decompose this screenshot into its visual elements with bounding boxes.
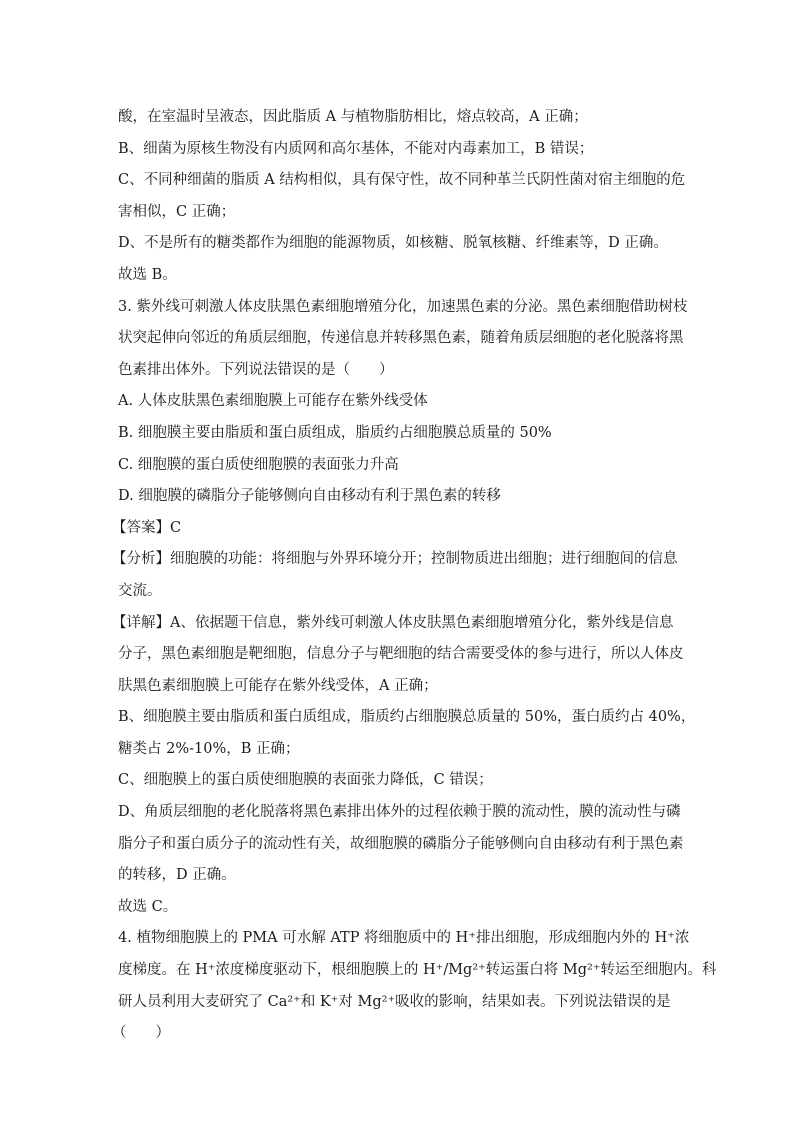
text-line: B、细胞膜主要由脂质和蛋白质组成，脂质约占细胞膜总质量的 50%，蛋白质约占 40%， [118,709,696,726]
text-line: B. 细胞膜主要由脂质和蛋白质组成，脂质约占细胞膜总质量的 50% [118,424,552,441]
document-body [112,102,717,1050]
text-line: 故选 C。 [118,898,178,915]
text-line: B、细菌为原核生物没有内质网和高尔基体，不能对内毒素加工，B 错误； [118,140,594,157]
text-line: 研人员利用大麦研究了 Ca²⁺和 K⁺对 Mg²⁺吸收的影响，结果如表。下列说法错误的是 [118,993,671,1010]
text-line: C. 细胞膜的蛋白质使细胞膜的表面张力升高 [118,456,399,473]
text-line: 3. 紫外线可刺激人体皮肤黑色素细胞增殖分化，加速黑色素的分泌。黑色素细胞借助树枝 [118,298,688,315]
text-line: C、细胞膜上的蛋白质使细胞膜的表面张力降低，C 错误； [118,772,493,789]
text-line: 度梯度。在 H⁺浓度梯度驱动下，根细胞膜上的 H⁺/Mg²⁺转运蛋白将 Mg²⁺转运至细胞内。科 [118,962,717,979]
text-line: 【分析】细胞膜的功能：将细胞与外界环境分开；控制物质进出细胞；进行细胞间的信息 [112,551,678,568]
text-line: （ ） [112,1025,170,1042]
text-line: 交流。 [118,582,162,599]
text-line: 的转移，D 正确。 [118,867,236,884]
text-line: 分子，黑色素细胞是靶细胞，信息分子与靶细胞的结合需要受体的参与进行，所以人体皮 [118,646,684,663]
text-line: 酸，在室温时呈液态，因此脂质 A 与植物脂肪相比，熔点较高，A 正确； [118,109,588,125]
text-line: 色素排出体外。下列说法错误的是（ ） [118,361,394,378]
text-line: 糖类占 2%-10%，B 正确； [118,740,300,757]
text-line: D、不是所有的糖类都作为细胞的能源物质，如核糖、脱氧核糖、纤维素等，D 正确。 [118,235,668,252]
text-line: 【详解】A、依据题干信息，紫外线可刺激人体皮肤黑色素细胞增殖分化，紫外线是信息 [112,614,674,631]
text-line: D. 细胞膜的磷脂分子能够侧向自由移动有利于黑色素的转移 [118,488,501,505]
text-line: A. 人体皮肤黑色素细胞膜上可能存在紫外线受体 [118,393,428,410]
text-line: 【答案】C [112,519,182,536]
text-line: C、不同种细菌的脂质 A 结构相似，具有保守性，故不同种革兰氏阴性菌对宿主细胞的危 [118,172,686,189]
text-line: 肤黑色素细胞膜上可能存在紫外线受体，A 正确； [118,677,438,694]
text-line: 状突起伸向邻近的角质层细胞，传递信息并转移黑色素，随着角质层细胞的老化脱落将黑 [118,330,684,347]
text-line: 害相似，C 正确； [118,203,236,220]
text-line: 故选 B。 [118,266,177,283]
text-line: D、角质层细胞的老化脱落将黑色素排出体外的过程依赖于膜的流动性，膜的流动性与磷 [118,804,681,821]
text-line: 脂分子和蛋白质分子的流动性有关，故细胞膜的磷脂分子能够侧向自由移动有利于黑色素 [118,835,684,852]
text-line: 4. 植物细胞膜上的 PMA 可水解 ATP 将细胞质中的 H⁺排出细胞，形成细胞内外的 H⁺浓 [118,930,690,947]
